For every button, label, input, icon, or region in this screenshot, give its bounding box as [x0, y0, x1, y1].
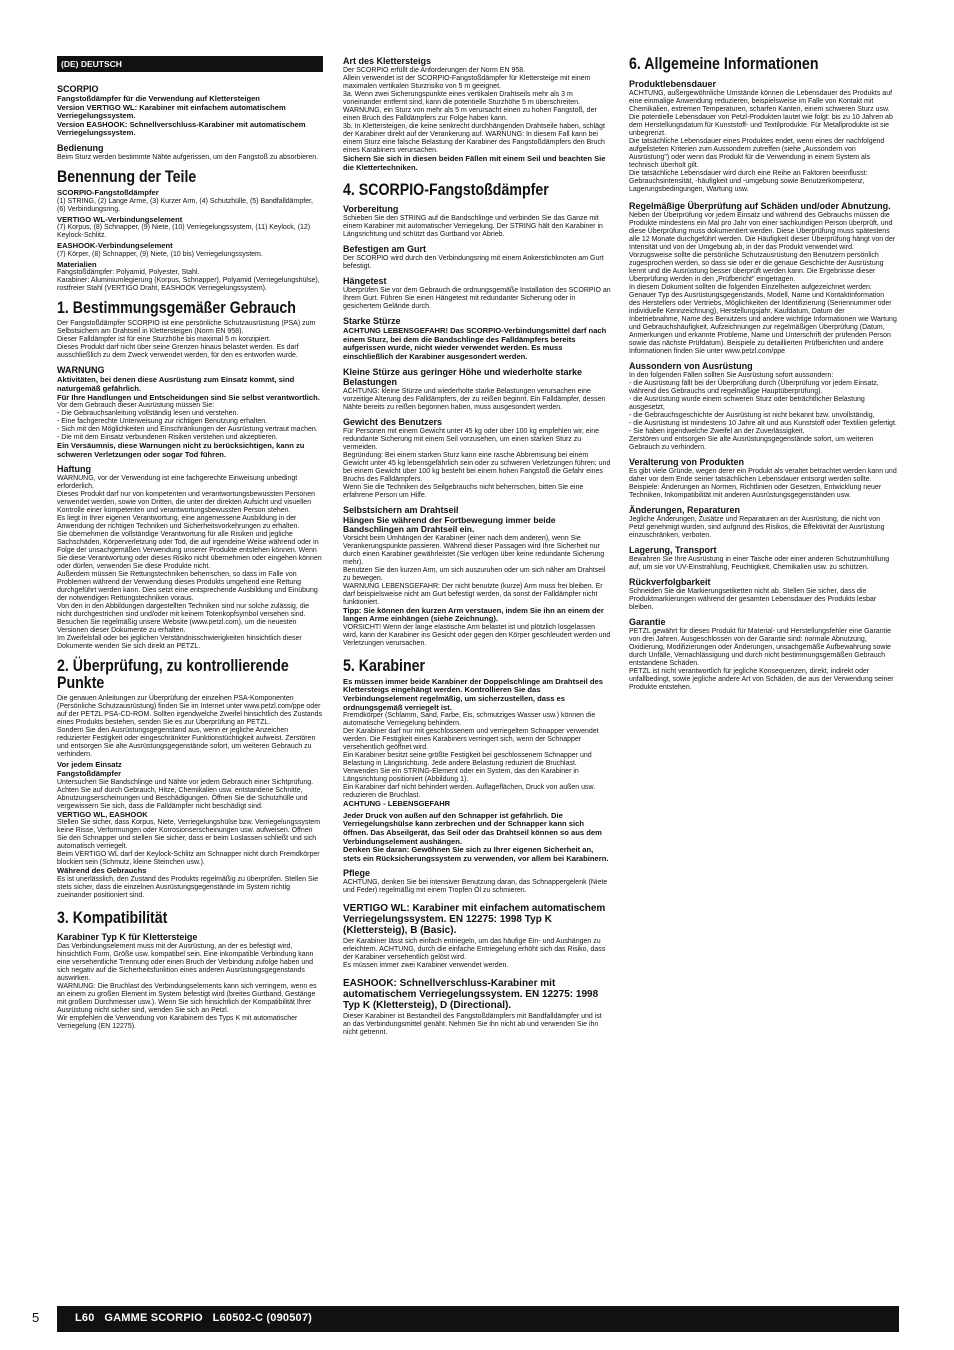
text-karabiner: Fremdkörper (Schlamm, Sand, Farbe, Eis, schmutziges Wasser usw.) können die automatische Verriegelung behindern. Der Karabiner darf nur mit geschlossenem und verriegeltem Schnapper verwendet werden. Die Festigkeit eines Karabiners verringert sich, wenn der Schnapper versehentlich geöffnet wird. Ein Karabiner besitzt seine größte Festigkeit bei geschlossenem Schnapper und Belastung in Längsrichtung. Jede andere Belastung reduziert die Bruchlast. Verwenden Sie ein STRING-Element oder ein System, das den Karabiner in Längsrichtung positioniert (Abbildung 1). Ein Karabiner darf nicht behindert werden. Auflageflächen, Druck von außen usw. reduzieren die Bruchlast. — [343, 712, 599, 800]
heading-section-1: 1. Bestimmungsgemäßer Gebrauch — [57, 299, 296, 318]
product-name: SCORPIO — [57, 84, 99, 94]
footer-bar — [57, 1306, 899, 1332]
heading-gewicht: Gewicht des Benutzers — [343, 416, 443, 427]
bold-lebensgefahr: Jeder Druck von außen auf den Schnapper ist gefährlich. Die Verriegelungshülse kann zerbrechen und der Schnapper kann sich öffnen. Das Abseilgerät, das Seil oder das Drahtseil können so aus dem Verbindungselement aushängen. Denken Sie daran: Gewöhnen Sie sich zu Ihrer eigenen Sicherheit an, stets ein Rücksicherungssystem zu verwenden, vor allem bei Karabinern. — [343, 810, 609, 863]
heading-aussondern: Aussondern von Ausrüstung — [629, 361, 753, 371]
heading-bedienung: Bedienung — [57, 142, 104, 153]
heading-eashook: EASHOOK: Schnellverschluss-Karabiner mit automatischem Verriegelungssystem. EN 12275: 1998 Typ K (Klettersteig), D (Directional). — [343, 978, 599, 1012]
text-eashook: (7) Körper, (8) Schnapper, (9) Niete, (10 bis) Verriegelungssystem. — [57, 250, 263, 258]
page-number: 5 — [32, 1310, 40, 1325]
warning-bold-2: Ein Versäumnis, diese Warnungen nicht zu berücksichtigen, kann zu schweren Verletzungen oder sogar Tod führen. — [57, 441, 305, 459]
text-rueckverfolgbarkeit: Schneiden Sie die Markierungsetiketten nicht ab. Stellen Sie sicher, dass die Produktmarkierungen während der gesamten Lebensdauer des Produkts lesbar bleiben. — [629, 588, 877, 611]
text-vertigo: (7) Korpus, (8) Schnapper, (9) Niete, (10) Verriegelungssystem, (11) Keylock, (12) Keylock-Schlitz. — [57, 224, 311, 240]
text-art-klettersteig: Der SCORPIO erfüllt die Anforderungen der Norm EN 958. Allein verwendet ist der SCORPIO-Fangstoßdämpfer für Klettersteige mit einem maximalen vertikalen Sturzrisiko von 5 m geeignet. 3a. Wenn zwei Sicherungspunkte eines vertikalen Drahtseils mehr als 3 m voneinander entfernt sind, kann die potentielle Sturzhöhe 5 m überschreiten. WARNUNG, ein Sturz von mehr als 5 m verursacht einen zu hohen Fangstoß, der einen Bruch des Falldämpfers zur Folge haben kann. 3b. In Klettersteigen, die keine senkrecht durchhängenden Drahtseile haben, schlägt der Karabiner direkt auf der Verankerung auf. WARNUNG: In diesem Fall kann bei einem Sturz eine falsche Belastung der Karabiner des Fangstoßdämpfers den Bruch eines Karabiners verursachen. — [343, 67, 605, 154]
heading-karabiner-typ-k: Karabiner Typ K für Klettersteige — [57, 931, 198, 942]
heading-section-5: 5. Karabiner — [343, 656, 426, 675]
heading-benennung: Benennung der Teile — [57, 167, 197, 186]
column-1 — [57, 56, 323, 1296]
heading-art-klettersteig: Art des Klettersteigs — [343, 56, 432, 66]
product-description: Fangstoßdämpfer für die Verwendung auf Klettersteigen Version VERTIGO WL: Karabiner mit einfachem automatischem Verriegelungssystem. Version EASHOOK: Schnellverschluss-Karabiner mit automatischem Verriegelungssystem. — [57, 94, 306, 138]
text-vertigo-eashook: Stellen Sie sicher, dass Korpus, Niete, Verriegelungshülse bzw. Verriegelungssystem keine Risse, Verformungen oder Korrosionserscheinungen usw. aufweisen. Öffnen Sie den Schnapper und stellen Sie sicher, dass er beim Loslassen schließt und sich automatisch verriegelt. Beim VERTIGO WL darf der Keylock-Schlitz am Schnapper nicht durch Fremdkörper blockiert sein (Schmutz, kleine Steinchen usw.). — [57, 819, 321, 867]
text-kleine-stuerze: ACHTUNG: kleine Stürze und wiederholte starke Belastungen verursachen eine vorzeitige Alterung des Falldämpfers, der zu reißen beginnt. Ein Falldämpfer, dessen Nähte bereits zu reißen begonnen haben, muss ausgesondert werden. — [343, 387, 606, 411]
text-bedienung: Beim Sturz werden bestimmte Nähte aufgerissen, um den Fangstoß zu absorbieren. — [57, 153, 319, 161]
sub-materialien: Materialien — [57, 259, 97, 269]
text-vorsicht: VORSICHT! Wenn der lange elastische Arm belastet ist und plötzlich losgelassen wird, kann der Karabiner ins Gesicht oder gegen den Körper geschleudert werden und Verletzungen verursachen. — [343, 623, 611, 647]
heading-garantie: Garantie — [629, 617, 666, 627]
heading-rueckverfolgbarkeit: Rückverfolgbarkeit — [629, 577, 711, 587]
text-selbstsichern: Vorsicht beim Umhängen der Karabiner (einer nach dem anderen), wenn Sie Verankerungspunkte passieren. Während dieser Passagen wird Ihre Sicherheit nur durch einen Karabiner gewährleistet (Sie verfügen über keine redundante Sicherung mehr). Benutzen Sie den kurzen Arm, um sich auszuruhen oder um sich näher am Drahtseil zu bewegen. WARNUNG LEBENSGEFAHR: Der nicht benutzte (kurze) Arm muss frei bleiben. Er darf beispielsweise nicht am Gurt befestigt werden, da sonst der Falldämpfer nicht funktioniert. — [343, 534, 606, 606]
sub-lebensgefahr: ACHTUNG - LEBENSGEFAHR — [343, 799, 451, 809]
text-vor-jedem-einsatz: Untersuchen Sie Bandschlinge und Nähte vor jedem Gebrauch einer Sichtprüfung. Achten Sie auf durch Gebrauch, Hitze, Chemikalien usw. entstandene Schnitte, Abnutzungserscheinungen und Beschädigungen. Öffnen Sie die Schutzhülle und vergewissern Sie sich, dass die Falldämpfer nicht beschädigt sind. — [57, 778, 314, 810]
heading-haftung: Haftung — [57, 464, 91, 475]
text-gewicht: Für Personen mit einem Gewicht unter 45 kg oder über 100 kg empfehlen wir, eine redundante Sicherung mit einem Seil vorzusehen, um einen starken Sturz zu vermeiden. Begründung: Bei einem starken Sturz kann eine rasche Abbremsung bei einem Gewicht unter 45 kg lebensgefährlich sein oder zu schweren Verletzungen führen; und bei einem Gewicht über 100 kg besteht bei einem hohen Fangstoß die Gefahr eines Bruchs des Falldämpfers. Wenn Sie die Techniken des Seilgebrauchs nicht beherrschen, bitten Sie eine erfahrene Person um Hilfe. — [343, 427, 611, 499]
heading-lagerung: Lagerung, Transport — [629, 545, 717, 555]
heading-aenderungen: Änderungen, Reparaturen — [629, 505, 741, 515]
heading-section-6: 6. Allgemeine Informationen — [629, 56, 819, 73]
heading-haengetest: Hängetest — [343, 276, 387, 287]
text-karabiner-typ-k: Das Verbindungselement muss mit der Ausrüstung, an der es befestigt wird, hinsichtlich Form, Größe usw. kompatibel sein. Eine inkompatible Verbindung kann eine versehentliche Trennung oder einen Bruch der Verbindung zufolge haben und sich negativ auf die Sicherheitsfunktion eines anderen Ausrüstungsgegenstands auswirken. WARNUNG: Die Bruchlast des Verbindungselements kann sich verringern, wenn es an einem zu großen Element im System befestigt wird (breites Gurtband, Gestänge mit großem Durchmesser usw.). Wenn Sie sich hinsichtlich der Kompatibilität Ihrer Ausrüstung nicht sicher sind, wenden Sie sich an Petzl. Wir empfehlen die Verwendung von Karabinern des Typs K mit automatischer Verriegelung (EN 12275). — [57, 942, 317, 1030]
heading-section-4: 4. SCORPIO-Fangstoßdämpfer — [343, 181, 549, 200]
text-aenderungen: Jegliche Änderungen, Zusätze und Reparaturen an der Ausrüstung, die nicht von Petzl genehmigt wurden, sind aufgrund des Risikos, die Effektivität der Ausrüstung einzuschränken, verboten. — [629, 516, 885, 539]
heading-vertigo-wl: VERTIGO WL: Karabiner mit einfachem automatischem Verriegelungssystem. EN 12275: 1998 Typ K (Klettersteig), B (Basic). — [343, 903, 606, 937]
sub-vertigo: VERTIGO WL-Verbindungselement — [57, 214, 183, 224]
text-produktlebensdauer: ACHTUNG, außergewöhnliche Umstände können die Lebensdauer des Produkts auf eine einmalige Anwendung reduzieren, beispielsweise im Falle von Kontakt mit Chemikalien, extremen Temperaturen, scharfen Kanten, einem schweren Sturz usw. Die potentielle Lebensdauer von Petzl-Produkten lautet wie folgt: bis zu 10 Jahren ab dem Herstellungsdatum für Kunststoff- und Textilprodukte. Für Metallprodukte ist sie unbegrenzt. Die tatsächliche Lebensdauer eines Produktes endet, wenn eines der nachfolgend aufgelisteten Kriterien zum Aussondern zutreffen (siehe „Aussondern von Ausrüstung") oder wenn das Produkt für die Verwendung in einem System als technisch überholt gilt. Die tatsächliche Lebensdauer wird durch eine Reihe an Faktoren beeinflusst: Gebrauchsintensität, -häufigkeit und -umgebung sowie Benutzerkompetenz, Lagerungsbedingungen, Wartung usw. — [629, 90, 893, 193]
bold-starke-stuerze: ACHTUNG LEBENSGEFAHR! Das SCORPIO-Verbindungsmittel darf nach einem Sturz, bei dem die Bandschlinge des Falldämpfers bereits aufgerissen wurde, nicht wieder verwendet werden. Es muss einschließlich der Karabiner ausgesondert werden. — [343, 326, 607, 361]
text-haftung: WARNUNG, vor der Verwendung ist eine fachgerechte Einweisung unbedingt erforderlich. Dieses Produkt darf nur von kompetenten und verantwortungsbewussten Personen verwendet werden, sowie von Dritten, die unter der direkten Aufsicht und visuellen Kontrolle einer kompetenten und verantwortungsbewussten Person stehen. Es liegt in Ihrer eigenen Verantwortung, eine angemessene Ausbildung in der Anwendung der richtigen Techniken und Sicherheitsvorkehrungen zu erhalten. Sie übernehmen die vollständige Verantwortung für alle Risiken und jegliche Sachschäden, Körperverletzung oder Tod, die auf irgendeine Weise während oder in Folge der unsachgemäßen Verwendung unserer Produkte entstehen können. Wenn Sie diese Verantwortung oder dieses Risiko nicht übernehmen oder eingehen können oder dürfen, verwenden Sie diese Produkte nicht. Außerdem müssen Sie Rettungstechniken beherrschen, so dass im Falle von Problemen während der Verwendung dieses Produkts umgehend eine Rettung durchgeführt werden kann. Dies setzt eine entsprechende Ausbildung und Einübung der notwendigen Rettungstechniken voraus. Von den in den Abbildungen dargestellten Techniken sind nur solche zulässig, die nicht durchgestrichen sind und/oder mit keinem Totenkopfsymbol versehen sind. Besuchen Sie regelmäßig unsere Website (www.petzl.com), um die neuesten Versionen dieser Dokumente zu erhalten. Im Zweifelsfall oder bei jeglichen Verständnisschwierigkeiten hinsichtlich dieser Dokumente wenden Sie sich direkt an PETZL. — [57, 475, 322, 651]
warning-bold: Aktivitäten, bei denen diese Ausrüstung zum Einsatz kommt, sind naturgemäß gefährlich. Für Ihre Handlungen und Entscheidungen sind Sie selbst verantwortlich. — [57, 375, 320, 402]
sub-waehrend-gebrauch: Während des Gebrauchs — [57, 866, 147, 876]
footer-text: L60 GAMME SCORPIO L60502-C (090507) — [75, 1312, 313, 1324]
bold-art-klettersteig: Sichern Sie sich in diesen beiden Fällen mit einem Seil und beachten Sie die Klettertechniken. — [343, 154, 606, 172]
heading-warnung: WARNUNG — [57, 365, 105, 376]
text-haengetest: Überprüfen Sie vor dem Gebrauch die ordnungsgemäße Installation des SCORPIO an Ihrem Gurt. Führen Sie einen Hängetest mit redundanter Sicherung oder in gesichertem Gelände durch. — [343, 287, 611, 311]
text-aussondern: In den folgenden Fällen sollten Sie Ausrüstung sofort aussondern: - die Ausrüstung fällt bei der Überprüfung durch (Überprüfung vor jedem Einsatz, während des Gebrauchs und regelmäßige Hauptüberprüfung). - die Ausrüstung wurde einem schweren Sturz oder beträchtlicher Belastung ausgesetzt, - die Gebrauchsgeschichte der Ausrüstung ist nicht bekannt bzw. unvollständig, - die Ausrüstung ist mindestens 10 Jahre alt und aus Kunststoff oder Textilien gefertigt. - Sie haben irgendwelche Zweifel an der Zuverlässigkeit. Zerstören und entsorgen Sie alte Ausrüstungsgegenstände sofort, um weiteren Gebrauch zu verhindern. — [629, 372, 897, 451]
language-label: (DE) DEUTSCH — [57, 56, 323, 72]
column-3 — [629, 56, 897, 1296]
text-garantie: PETZL gewährt für dieses Produkt für Material- und Herstellungsfehler eine Garantie von drei Jahren. Ausgeschlossen von der Garantie sind: normale Abnutzung, Oxidierung, Modifizierungen oder Änderungen, unsachgemäße Aufbewahrung sowie durch Unfälle, Vernachlässigung und durch nicht bestimmungsgemäßen Gebrauch entstandene Schäden. PETZL ist nicht verantwortlich für jegliche Konsequenzen, direkt, indirekt oder unfallbedingt, sowie jegliche andere Art von Schäden, die aus der Verwendung seiner Produkte entstehen. — [629, 628, 894, 691]
column-2 — [343, 56, 611, 1296]
heading-selbstsichern: Selbstsichern am Drahtseil — [343, 504, 459, 515]
text-eashook-2: Dieser Karabiner ist Bestandteil des Fangstoßdämpfers mit Bandfalldämpfer und ist an das Verbindungsmittel genäht. Nehmen Sie ihn nicht ab und verwenden Sie ihn nicht getrennt. — [343, 1013, 602, 1037]
text-veralterung: Es gibt viele Gründe, wegen derer ein Produkt als veraltet betrachtet werden kann und daher vor dem Ende seiner tatsächlichen Lebensdauer entsorgt werden sollte. Beispiele: Änderungen an Normen, Richtlinien oder Gesetzen, Entwicklung neuer Techniken, Inkompatibilität mit anderen Ausrüstungsgegenständen usw. — [629, 468, 897, 499]
heading-produktlebensdauer: Produktlebensdauer — [629, 79, 717, 89]
sub-fangstossdaempfer-2: Fangstoßdämpfer — [57, 768, 122, 778]
text-regelmaessige-pruefung: Neben der Überprüfung vor jedem Einsatz und während des Gebrauchs müssen die Produkte mindestens ein Mal pro Jahr von einer sachkundigen Person überprüft, und diese Überprüfung muss dokumentiert werden. Diese Überprüfung muss spätestens alle 12 Monate durchgeführt werden. Die Häufigkeit dieser Überprüfung hängt von der Intensität und von der Umgebung ab, in der das Produkt verwendet wird. Vorzugsweise sollte die persönliche Schutzausrüstung den Benutzern persönlich zugesprochen werden, so dass sie oder er die genaue Geschichte der Ausrüstung kennt und die Ausrüstung besser überprüft werden kann. Die Ergebnisse dieser Überprüfung werden in den „Prüfbericht" eingetragen. In diesem Dokument sollten die folgenden Einzelheiten aufgezeichnet werden: Genauer Typ des Ausrüstungsgegenstands, Modell, Name und Kontaktinformation des Herstellers oder Vertriebs, Möglichkeiten der Identifizierung (Seriennummer oder individuelle Kennzeichnung), Herstellungsjahr, Kaufdatum, Datum der Inbetriebnahme, Name des Benutzers und andere wichtige Informationen wie Wartung und Gebrauchshäufigkeit, Aufzeichnungen zur regelmäßigen Überprüfung (Datum, Anmerkungen und erkannte Probleme, Name und Unterschrift der prüfenden Person sowie das nächste Prüfdatum). Beispiele zu detaillierten Prüfberichten und andere Informationen finden Sie unter www.petzl.com/ppe — [629, 212, 897, 355]
sub-vor-jedem-einsatz: Vor jedem Einsatz — [57, 760, 122, 770]
heading-starke-stuerze: Starke Stürze — [343, 316, 401, 327]
heading-kleine-stuerze: Kleine Stürze aus geringer Höhe und wiederholte starke Belastungen — [343, 366, 583, 387]
text-lagerung: Bewahren Sie Ihre Ausrüstung in einer Tasche oder einer anderen Schutzumhüllung auf, um sie vor UV-Einstrahlung, Feuchtigkeit, Chemikalien usw. zu schützen. — [629, 556, 890, 571]
text-section-2: Die genauen Anleitungen zur Überprüfung der einzelnen PSA-Komponenten (Persönliche Schutzausrüstung) finden Sie im Internet unter www.petzl.com/ppe oder auf der PETZL PSA-CD-ROM. Sollten irgendwelche Zweifel hinsichtlich des Zustands eines Produkts bestehen, senden Sie es zur Überprüfung an PETZL. Sondern Sie den Ausrüstungsgegenstand aus, wenn er jegliche Anzeichen reduzierter Festigkeit oder eingeschränkter Funktionstüchtigkeit aufweist. Zerstören und entsorgen Sie alte Ausrüstungsgegenstände sofort, um weiteren Gebrauch zu verhindern. — [57, 695, 323, 759]
bold-karabiner: Es müssen immer beide Karabiner der Doppelschlinge am Drahtseil des Klettersteigs eingehängt werden. Kontrollieren Sie das Verbindungselement regelmäßig, um sicherzustellen, dass es ordnungsgemäß verriegelt ist. — [343, 676, 603, 712]
bold-selbstsichern: Hängen Sie während der Fortbewegung immer beide Bandschlingen am Drahtseil ein. — [343, 514, 556, 535]
heading-befestigen: Befestigen am Gurt — [343, 244, 427, 255]
heading-veralterung: Veralterung von Produkten — [629, 457, 745, 467]
text-materialien: Fangstoßdämpfer: Polyamid, Polyester, Stahl. Karabiner: Aluminiumlegierung (Korpus, Schnapper), Polyamid (Verriegelungshülse), rostfreier Stahl (VERTIGO Draht, EASHOOK Verriegelungssystem). — [57, 269, 320, 293]
text-befestigen: Der SCORPIO wird durch den Verbindungsring mit einem Ankerstichknoten am Gurt befestigt. — [343, 255, 604, 271]
heading-section-3: 3. Kompatibilität — [57, 908, 168, 927]
text-fangstossdaempfer: (1) STRING, (2) Lange Arme, (3) Kurzer Arm, (4) Schutzhülle, (5) Bandfalldämpfer, (6) Verbindungsring. — [57, 197, 313, 213]
heading-regelmaessige-pruefung: Regelmäßige Überprüfung auf Schäden und/oder Abnutzung. — [629, 201, 891, 211]
warning-list: Vor dem Gebrauch dieser Ausrüstung müssen Sie: - Die Gebrauchsanleitung vollständig lesen und verstehen. - Eine fachgerechte Unterweisung zur richtigen Benutzung erhalten. - Sich mit den Möglichkeiten und Einschränkungen der Ausrüstung vertraut machen. - Die mit dem Einsatz verbundenen Risiken verstehen und akzeptieren. — [57, 402, 318, 442]
sub-vertigo-eashook: VERTIGO WL, EASHOOK — [57, 809, 148, 819]
text-waehrend-gebrauch: Es ist unerlässlich, den Zustand des Produkts regelmäßig zu überprüfen. Stellen Sie stets sicher, dass die einzelnen Ausrüstungsgegenstände im System richtig zueinander positioniert sind. — [57, 875, 319, 899]
text-vorbereitung: Schieben Sie den STRING auf die Bandschlinge und verbinden Sie das Ganze mit einem Karabiner mit automatischer Verriegelung. Der STRING hält den Karabiner in Längsrichtung und schützt das Gurtband vor Abrieb. — [343, 215, 603, 239]
text-pflege: ACHTUNG, denken Sie bei intensiver Benutzung daran, das Schnappergelenk (Niete und Feder) regelmäßig mit einem Tropfen Öl zu schmieren. — [343, 879, 608, 895]
sub-fangstossdaempfer: SCORPIO-Fangstoßdämpfer — [57, 187, 159, 197]
tipp-selbstsichern: Tipp: Sie können den kurzen Arm verstauen, indem Sie ihn an einem der langen Arme einhängen (siehe Zeichnung). — [343, 605, 604, 624]
heading-section-2: 2. Überprüfung, zu kontrollierende Punkte — [57, 657, 289, 693]
sub-eashook: EASHOOK-Verbindungselement — [57, 241, 173, 251]
text-vertigo-wl: Der Karabiner lässt sich einfach entriegeln, um das häufige Ein- und Aushängen zu erleichtern. ACHTUNG, durch die einfache Entriegelung erhöht sich das Risiko, dass der Karabiner versehentlich gelöst wird. Es müssen immer zwei Karabiner verwendet werden. — [343, 938, 606, 970]
heading-pflege: Pflege — [343, 868, 371, 879]
heading-vorbereitung: Vorbereitung — [343, 204, 399, 215]
text-section-1: Der Fangstoßdämpfer SCORPIO ist eine persönliche Schutzausrüstung (PSA) zum Selbstsichern am Drahtseil in Klettersteigen (Norm EN 958). Dieser Falldämpfer ist für eine Sturzhöhe bis maximal 5 m konzipiert. Dieses Produkt darf nicht über seine Grenzen hinaus belastet werden. Es darf ausschließlich zu dem Zweck verwendet werden, für den es entworfen wurde. — [57, 320, 316, 360]
